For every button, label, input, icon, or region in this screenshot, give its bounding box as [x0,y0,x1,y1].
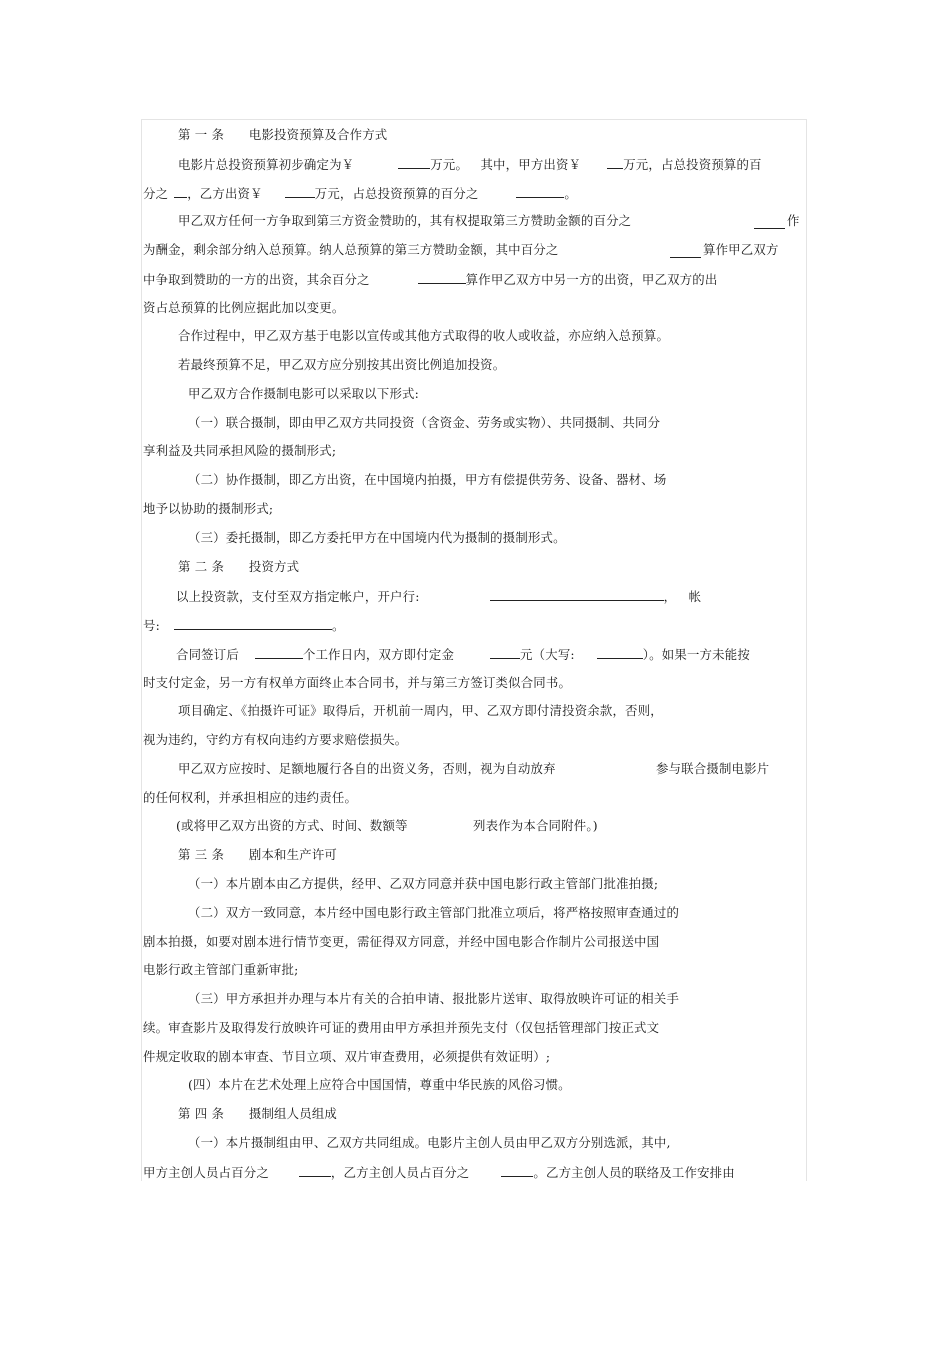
blank-field [398,156,430,169]
paragraph-line: （二）协作摄制，即乙方出资，在中国境内拍摄，甲方有偿提供劳务、设备、器材、场 [188,472,667,487]
paragraph-line: （一）联合摄制，即由甲乙双方共同投资（含资金、劳务或实物）、共同摄制、共同分 [188,415,661,430]
article-3-heading: 第 三 条 剧本和生产许可 [178,847,338,862]
article-4-heading: 第 四 条 摄制组人员组成 [178,1106,338,1121]
account-number-field [174,617,332,630]
paragraph-line: 电影片总投资预算初步确定为￥ 万元。 其中，甲方出资￥ 万元，占总投资预算的百 [178,157,762,172]
paragraph-line: 资占总预算的比例应据此加以变更。 [143,300,345,315]
article-1-heading: 第 一 条 电影投资预算及合作方式 [178,127,388,142]
blank-field [670,245,701,258]
paragraph-line: 地予以协助的摄制形式; [143,501,274,516]
paragraph-line: 剧本拍摄，如要对剧本进行情节变更，需征得双方同意，并经中国电影合作制片公司报送中国 [143,934,660,949]
blank-field [255,646,303,659]
paragraph-line: （二）双方一致同意，本片经中国电影行政主管部门批准立项后，将严格按照审查通过的 [188,905,680,920]
paragraph-line: 以上投资款，支付至双方指定帐户，开户行: ， 帐 [176,589,702,604]
blank-field [299,1164,331,1177]
paragraph-line: 为酬金，剩余部分纳入总预算。纳人总预算的第三方赞助金额，其中百分之 [143,242,559,257]
paragraph-line: 享利益及共同承担风险的摄制形式; [143,443,337,458]
paragraph-line: 件规定收取的剧本审查、节目立项、双片审查费用，必须提供有效证明）; [143,1049,551,1064]
paragraph-line: 项目确定、《拍摄许可证》取得后，开机前一周内，甲、乙双方即付清投资余款，否则， [178,703,663,718]
bank-name-field [490,588,664,601]
paragraph-line: 参与联合摄制电影片 [656,761,770,776]
paragraph-line: 中争取到赞助的一方的出资，其余百分之 算作甲乙双方中另一方的出资，甲乙双方的出 [143,272,718,287]
blank-field [754,216,785,229]
blank-field [501,1164,533,1177]
paragraph-line: 算作甲乙双方 [703,242,779,257]
paragraph-line: 甲方主创人员占百分之 ，乙方主创人员占百分之 。乙方主创人员的联络及工作安排由 [143,1165,735,1180]
paragraph-line: (或将甲乙双方出资的方式、时间、数额等 [176,818,408,833]
paragraph-line: 分之 ，乙方出资￥ 万元，占总投资预算的百分之 。 [143,186,578,201]
paragraph-line: 视为违约，守约方有权向违约方要求赔偿损失。 [143,732,408,747]
paragraph-line: （一）本片摄制组由甲、乙双方共同组成。电影片主创人员由甲乙双方分别选派，其中, [188,1135,671,1150]
paragraph-line: 列表作为本合同附件。) [473,818,598,833]
blank-field [418,271,466,284]
paragraph-line: （一）本片剧本由乙方提供，经甲、乙双方同意并获中国电影行政主管部门批准拍摄; [188,876,659,891]
paragraph-line: 电影行政主管部门重新审批; [143,962,299,977]
paragraph-line: 合同签订后 个工作日内，双方即付定金 元（大写: ）。如果一方未能按 [176,647,750,662]
paragraph-line: (四）本片在艺术处理上应符合中国国情，尊重中华民族的风俗习惯。 [188,1077,571,1092]
paragraph-line: （三）甲方承担并办理与本片有关的合拍申请、报批影片送审、取得放映许可证的相关手 [188,991,680,1006]
blank-field [174,185,187,198]
blank-field [597,646,643,659]
paragraph-line: 甲乙双方任何一方争取到第三方资金赞助的，其有权提取第三方赞助金额的百分之 [178,213,632,228]
article-2-heading: 第 二 条 投资方式 [178,559,300,574]
paragraph-line: 甲乙双方应按时、足额地履行各自的出资义务，否则，视为自动放弃 [178,761,556,776]
blank-field [285,185,315,198]
blank-field [516,185,564,198]
blank-field [607,156,623,169]
paragraph-line: 若最终预算不足，甲乙双方应分别按其出资比例追加投资。 [178,357,506,372]
paragraph-line: 号: 。 [143,618,345,633]
paragraph-line: 作 [787,213,800,228]
paragraph-line: 合作过程中，甲乙双方基于电影以宣传或其他方式取得的收人或收益，亦应纳入总预算。 [178,328,670,343]
paragraph-line: 续。审查影片及取得发行放映许可证的费用由甲方承担并预先支付（仅包括管理部门按正式文 [143,1020,660,1035]
paragraph-line: 甲乙双方合作摄制电影可以采取以下形式: [188,386,420,401]
paragraph-line: 的任何权利，并承担相应的违约责任。 [143,790,358,805]
paragraph-line: （三）委托摄制，即乙方委托甲方在中国境内代为摄制的摄制形式。 [188,530,566,545]
paragraph-line: 时支付定金，另一方有权单方面终止本合同书，并与第三方签订类似合同书。 [143,675,572,690]
blank-field [490,646,520,659]
